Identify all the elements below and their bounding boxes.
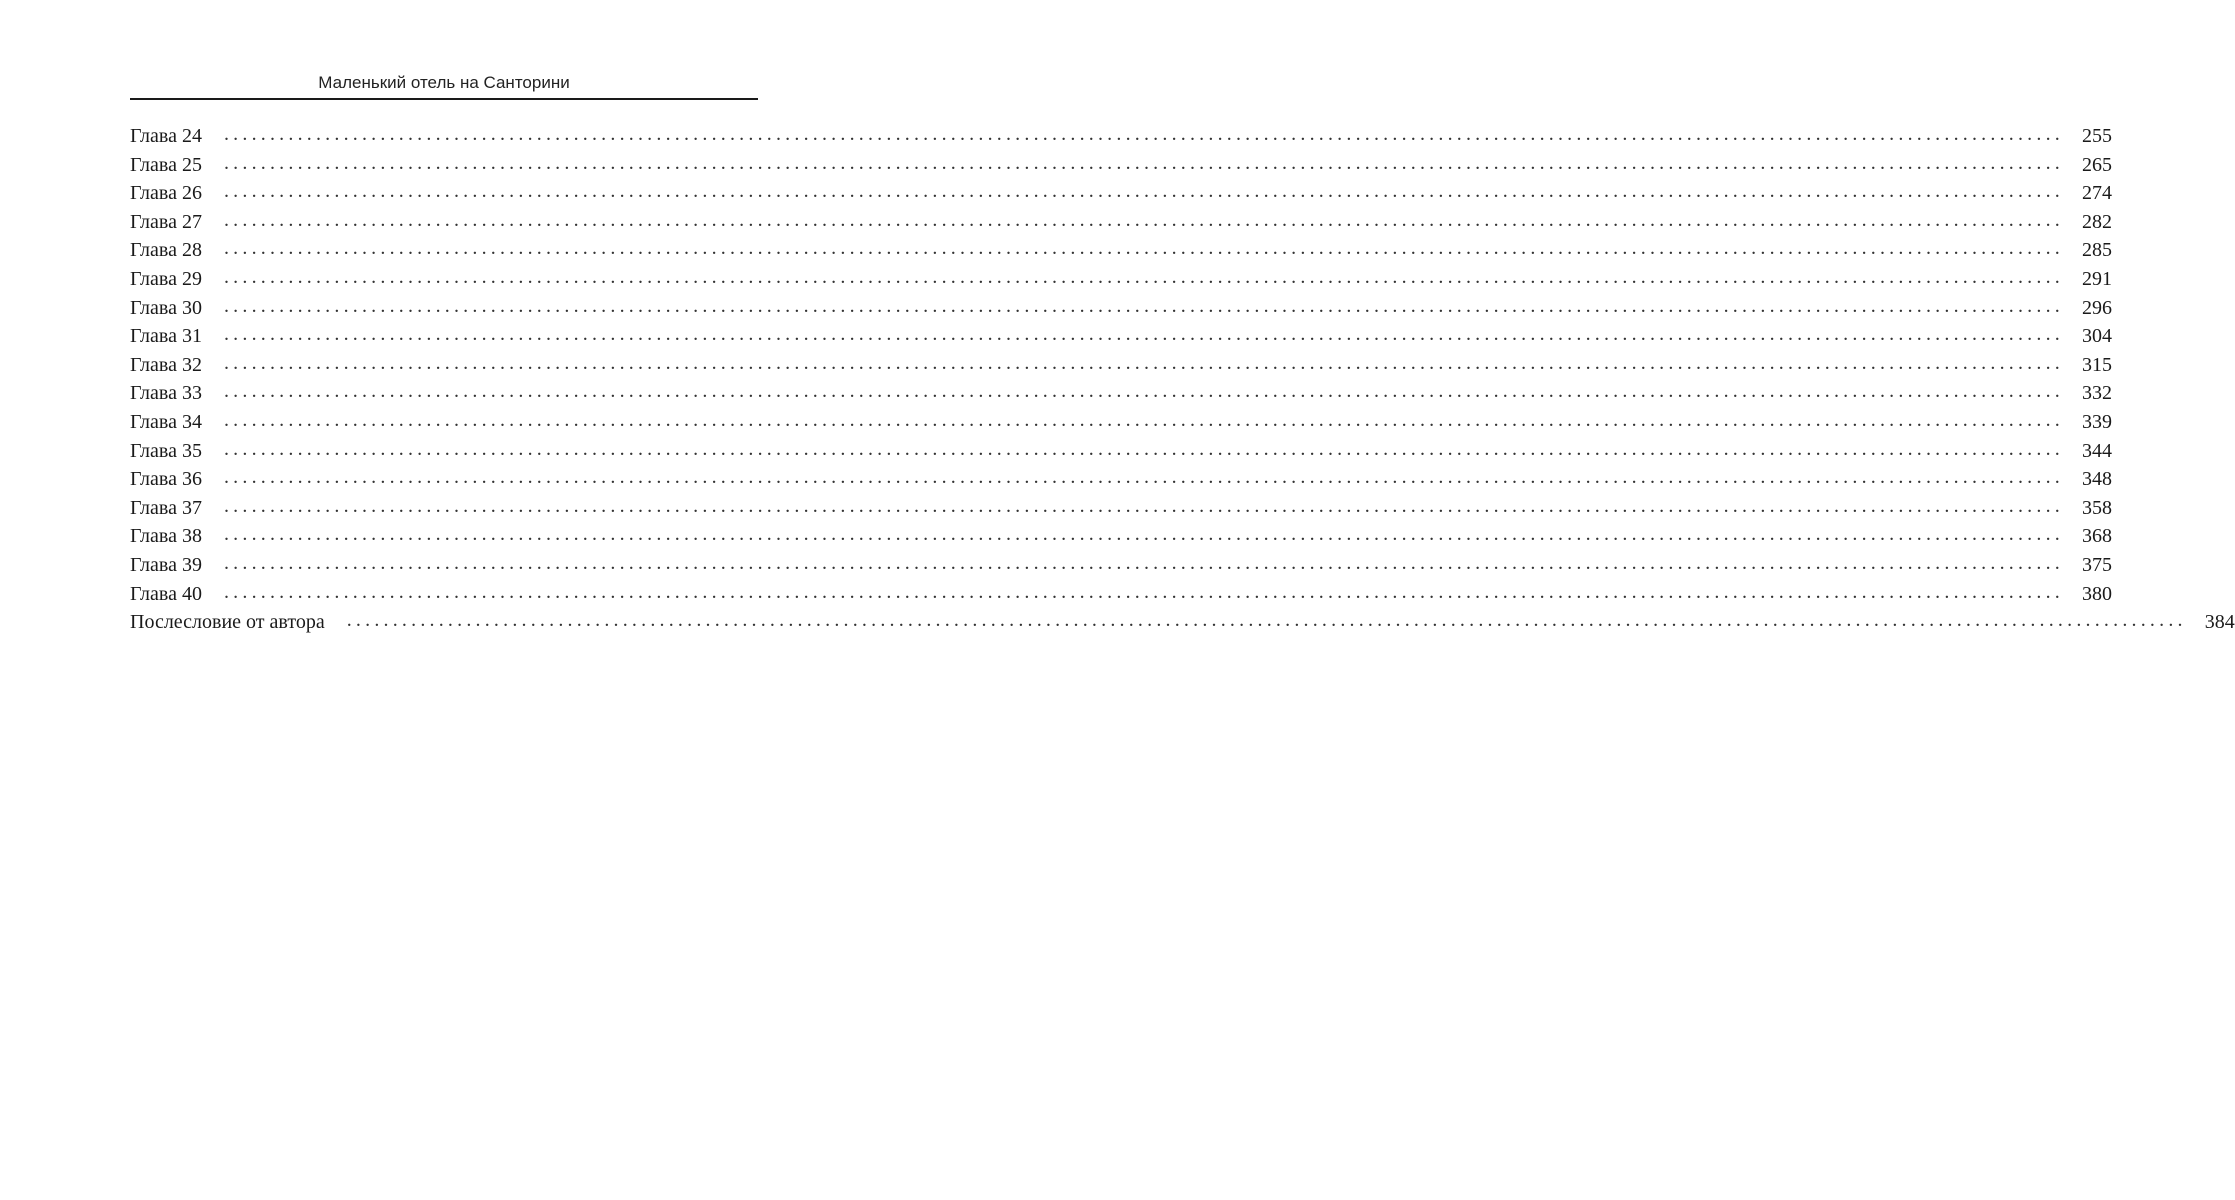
dot-leader: ........................................................................................................................................................................................................ (223, 208, 2064, 231)
dot-leader: ........................................................................................................................................................................................................ (223, 408, 2064, 431)
dot-leader: ........................................................................................................................................................................................................ (223, 180, 2064, 203)
toc-entry-title: Глава 32 (130, 353, 202, 376)
toc-entry-page: 304 (2081, 325, 2112, 348)
toc-entry-page: 296 (2081, 296, 2112, 319)
toc-entry-page: 315 (2081, 353, 2112, 376)
toc-entry-afterword[interactable] (130, 608, 2235, 637)
toc-entry-page: 339 (2081, 410, 2112, 433)
toc-entry[interactable] (130, 580, 2112, 609)
dot-leader: ........................................................................................................................................................................................................ (223, 437, 2064, 460)
toc-entry-page: 358 (2081, 496, 2112, 519)
toc-entry-page: 348 (2081, 468, 2112, 491)
dot-leader: ........................................................................................................................................................................................................ (223, 351, 2064, 374)
toc-entry-title: Глава 26 (130, 182, 202, 205)
book-title: Маленький отель на Санторини (318, 73, 570, 92)
toc-entry[interactable] (130, 408, 2112, 437)
toc-entry-title: Глава 31 (130, 325, 202, 348)
toc-entry-title: Глава 29 (130, 267, 202, 290)
toc-entry-title: Глава 24 (130, 125, 202, 147)
toc-entry-title: Глава 28 (130, 239, 202, 262)
toc-entry[interactable] (130, 151, 2112, 180)
toc-entry[interactable] (130, 122, 2112, 151)
toc-entry[interactable] (130, 494, 2112, 523)
toc-entry[interactable] (130, 465, 2112, 494)
toc-entry-page: 265 (2081, 153, 2112, 176)
toc-entry-title: Глава 37 (130, 496, 202, 519)
toc-entry-title: Глава 34 (130, 410, 202, 433)
toc-entry-title: Глава 38 (130, 525, 202, 548)
dot-leader: ........................................................................................................................................................................................................ (223, 151, 2064, 174)
toc-entry-title: Глава 25 (130, 153, 202, 176)
toc-entry-page: 291 (2081, 267, 2112, 290)
dot-leader: ........................................................................................................................................................................................................ (223, 580, 2064, 603)
toc-entry-title: Глава 40 (130, 582, 202, 605)
dot-leader: ........................................................................................................................................................................................................ (223, 551, 2064, 574)
dot-leader: ........................................................................................................................................................................................................ (223, 265, 2064, 288)
dot-leader: ........................................................................................................................................................................................................ (223, 466, 2064, 489)
dot-leader: ........................................................................................................................................................................................................ (223, 323, 2064, 346)
toc-entry-title: Глава 36 (130, 468, 202, 491)
dot-leader: ........................................................................................................................................................................................................ (223, 380, 2064, 403)
toc-entry[interactable] (130, 265, 2112, 294)
toc-entry-page: 344 (2081, 439, 2112, 462)
toc-entry[interactable] (130, 437, 2112, 466)
toc-entry[interactable] (130, 322, 2112, 351)
toc-entry[interactable] (130, 551, 2112, 580)
toc-entry-title: Глава 35 (130, 439, 202, 462)
toc-entry[interactable] (130, 522, 2112, 551)
dot-leader: ........................................................................................................................................................................................................ (223, 123, 2064, 145)
toc-entry[interactable] (130, 236, 2112, 265)
toc-entry-page: 375 (2081, 553, 2112, 576)
toc-entry-title: Глава 27 (130, 210, 202, 233)
toc-entry[interactable] (130, 179, 2112, 208)
toc-entry-title: Глава 33 (130, 382, 202, 405)
dot-leader: ........................................................................................................................................................................................................ (223, 294, 2064, 317)
table-of-contents (130, 122, 2235, 637)
toc-entry-page: 384 (2204, 611, 2235, 634)
dot-leader: ........................................................................................................................................................................................................ (223, 494, 2064, 517)
toc-entry-page: 282 (2081, 210, 2112, 233)
toc-entry[interactable] (130, 294, 2112, 323)
toc-entry[interactable] (130, 208, 2112, 237)
dot-leader: ........................................................................................................................................................................................................ (346, 609, 2187, 632)
toc-entry-page: 380 (2081, 582, 2112, 605)
toc-entry-title: Глава 39 (130, 553, 202, 576)
toc-entry-page: 368 (2081, 525, 2112, 548)
toc-entry-page: 332 (2081, 382, 2112, 405)
toc-entry[interactable] (130, 379, 2112, 408)
toc-entry-title: Послесловие от автора (130, 611, 325, 634)
toc-entry[interactable] (130, 351, 2112, 380)
dot-leader: ........................................................................................................................................................................................................ (223, 523, 2064, 546)
toc-entry-page: 285 (2081, 239, 2112, 262)
running-header (130, 70, 758, 100)
toc-entry-title: Глава 30 (130, 296, 202, 319)
dot-leader: ........................................................................................................................................................................................................ (223, 237, 2064, 260)
toc-entry-page: 255 (2081, 125, 2112, 147)
toc-entry-page: 274 (2081, 182, 2112, 205)
